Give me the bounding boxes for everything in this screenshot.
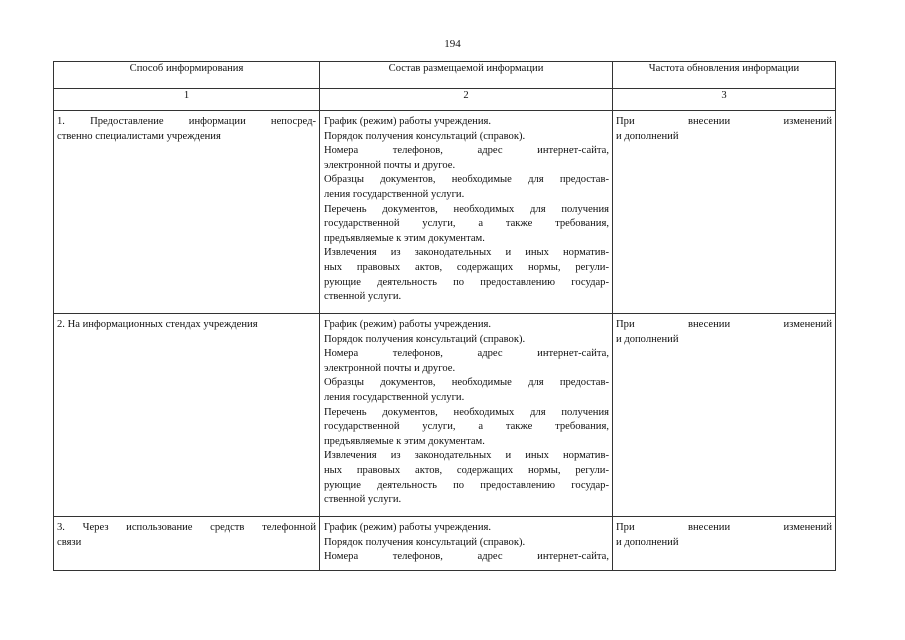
content-text: ления государственной услуги. bbox=[324, 391, 465, 403]
content-text: Перечень документов, необходимых для получения bbox=[324, 406, 609, 418]
content-text: рующие деятельность по предоставлению государ- bbox=[324, 479, 609, 491]
header-method: Способ информирования bbox=[54, 62, 320, 89]
frequency-text: При внесении изменений bbox=[616, 522, 832, 533]
table-row bbox=[54, 314, 836, 517]
frequency-text: и дополнений bbox=[616, 536, 679, 548]
method-text: связи bbox=[57, 536, 82, 548]
content-text: электронной почты и другое. bbox=[324, 159, 456, 171]
content-text: государственной услуги, а также требования, bbox=[324, 218, 609, 230]
column-number-1: 1 bbox=[54, 89, 320, 111]
method-text: 2. На информационных стендах учреждения bbox=[57, 319, 258, 330]
content-text: ления государственной услуги. bbox=[324, 188, 465, 200]
content-text: Извлечения из законодательных и иных норматив- bbox=[324, 450, 609, 462]
information-table bbox=[53, 61, 836, 571]
content-text: Номера телефонов, адрес интернет-сайта, bbox=[324, 145, 609, 157]
table-header-row bbox=[54, 62, 836, 89]
column-number-2: 2 bbox=[320, 89, 613, 111]
content-cell bbox=[320, 517, 613, 571]
content-text: предъявляемые к этим документам. bbox=[324, 232, 485, 244]
frequency-cell bbox=[613, 314, 836, 517]
method-text: ственно специалистами учреждения bbox=[57, 130, 221, 142]
content-text: предъявляемые к этим документам. bbox=[324, 435, 485, 447]
content-text: Перечень документов, необходимых для получения bbox=[324, 203, 609, 215]
content-text: График (режим) работы учреждения. bbox=[324, 116, 492, 127]
content-text: Номера телефонов, адрес интернет-сайта, bbox=[324, 551, 609, 563]
method-cell bbox=[54, 111, 320, 314]
frequency-text: При внесении изменений bbox=[616, 319, 832, 330]
column-number-3: 3 bbox=[613, 89, 836, 111]
method-cell bbox=[54, 314, 320, 517]
content-text: Образцы документов, необходимые для предостав- bbox=[324, 377, 609, 389]
method-text: 3. Через использование средств телефонной bbox=[57, 522, 316, 533]
content-text: ственной услуги. bbox=[324, 291, 402, 303]
frequency-text: и дополнений bbox=[616, 333, 679, 345]
header-frequency: Частота обновления информации bbox=[613, 62, 836, 89]
method-cell bbox=[54, 517, 320, 571]
content-text: Порядок получения консультаций (справок). bbox=[324, 130, 526, 142]
frequency-text: и дополнений bbox=[616, 130, 679, 142]
frequency-text: При внесении изменений bbox=[616, 116, 832, 127]
content-text: ных правовых актов, содержащих нормы, регули- bbox=[324, 261, 609, 273]
table-row bbox=[54, 111, 836, 314]
content-text: Образцы документов, необходимые для предостав- bbox=[324, 174, 609, 186]
column-number-row bbox=[54, 89, 836, 111]
header-content: Состав размещаемой информации bbox=[320, 62, 613, 89]
method-text: 1. Предоставление информации непосред- bbox=[57, 116, 316, 127]
content-text: ных правовых актов, содержащих нормы, регули- bbox=[324, 464, 609, 476]
content-text: График (режим) работы учреждения. bbox=[324, 522, 492, 533]
content-text: Извлечения из законодательных и иных норматив- bbox=[324, 247, 609, 259]
content-text: Порядок получения консультаций (справок). bbox=[324, 333, 526, 345]
frequency-cell bbox=[613, 111, 836, 314]
frequency-cell bbox=[613, 517, 836, 571]
content-cell bbox=[320, 314, 613, 517]
content-cell bbox=[320, 111, 613, 314]
content-text: ственной услуги. bbox=[324, 494, 402, 506]
content-text: электронной почты и другое. bbox=[324, 362, 456, 374]
content-text: График (режим) работы учреждения. bbox=[324, 319, 492, 330]
content-text: государственной услуги, а также требования, bbox=[324, 421, 609, 433]
content-text: рующие деятельность по предоставлению государ- bbox=[324, 276, 609, 288]
content-text: Номера телефонов, адрес интернет-сайта, bbox=[324, 348, 609, 360]
page-number: 194 bbox=[444, 38, 461, 50]
table-row bbox=[54, 517, 836, 571]
content-text: Порядок получения консультаций (справок). bbox=[324, 536, 526, 548]
